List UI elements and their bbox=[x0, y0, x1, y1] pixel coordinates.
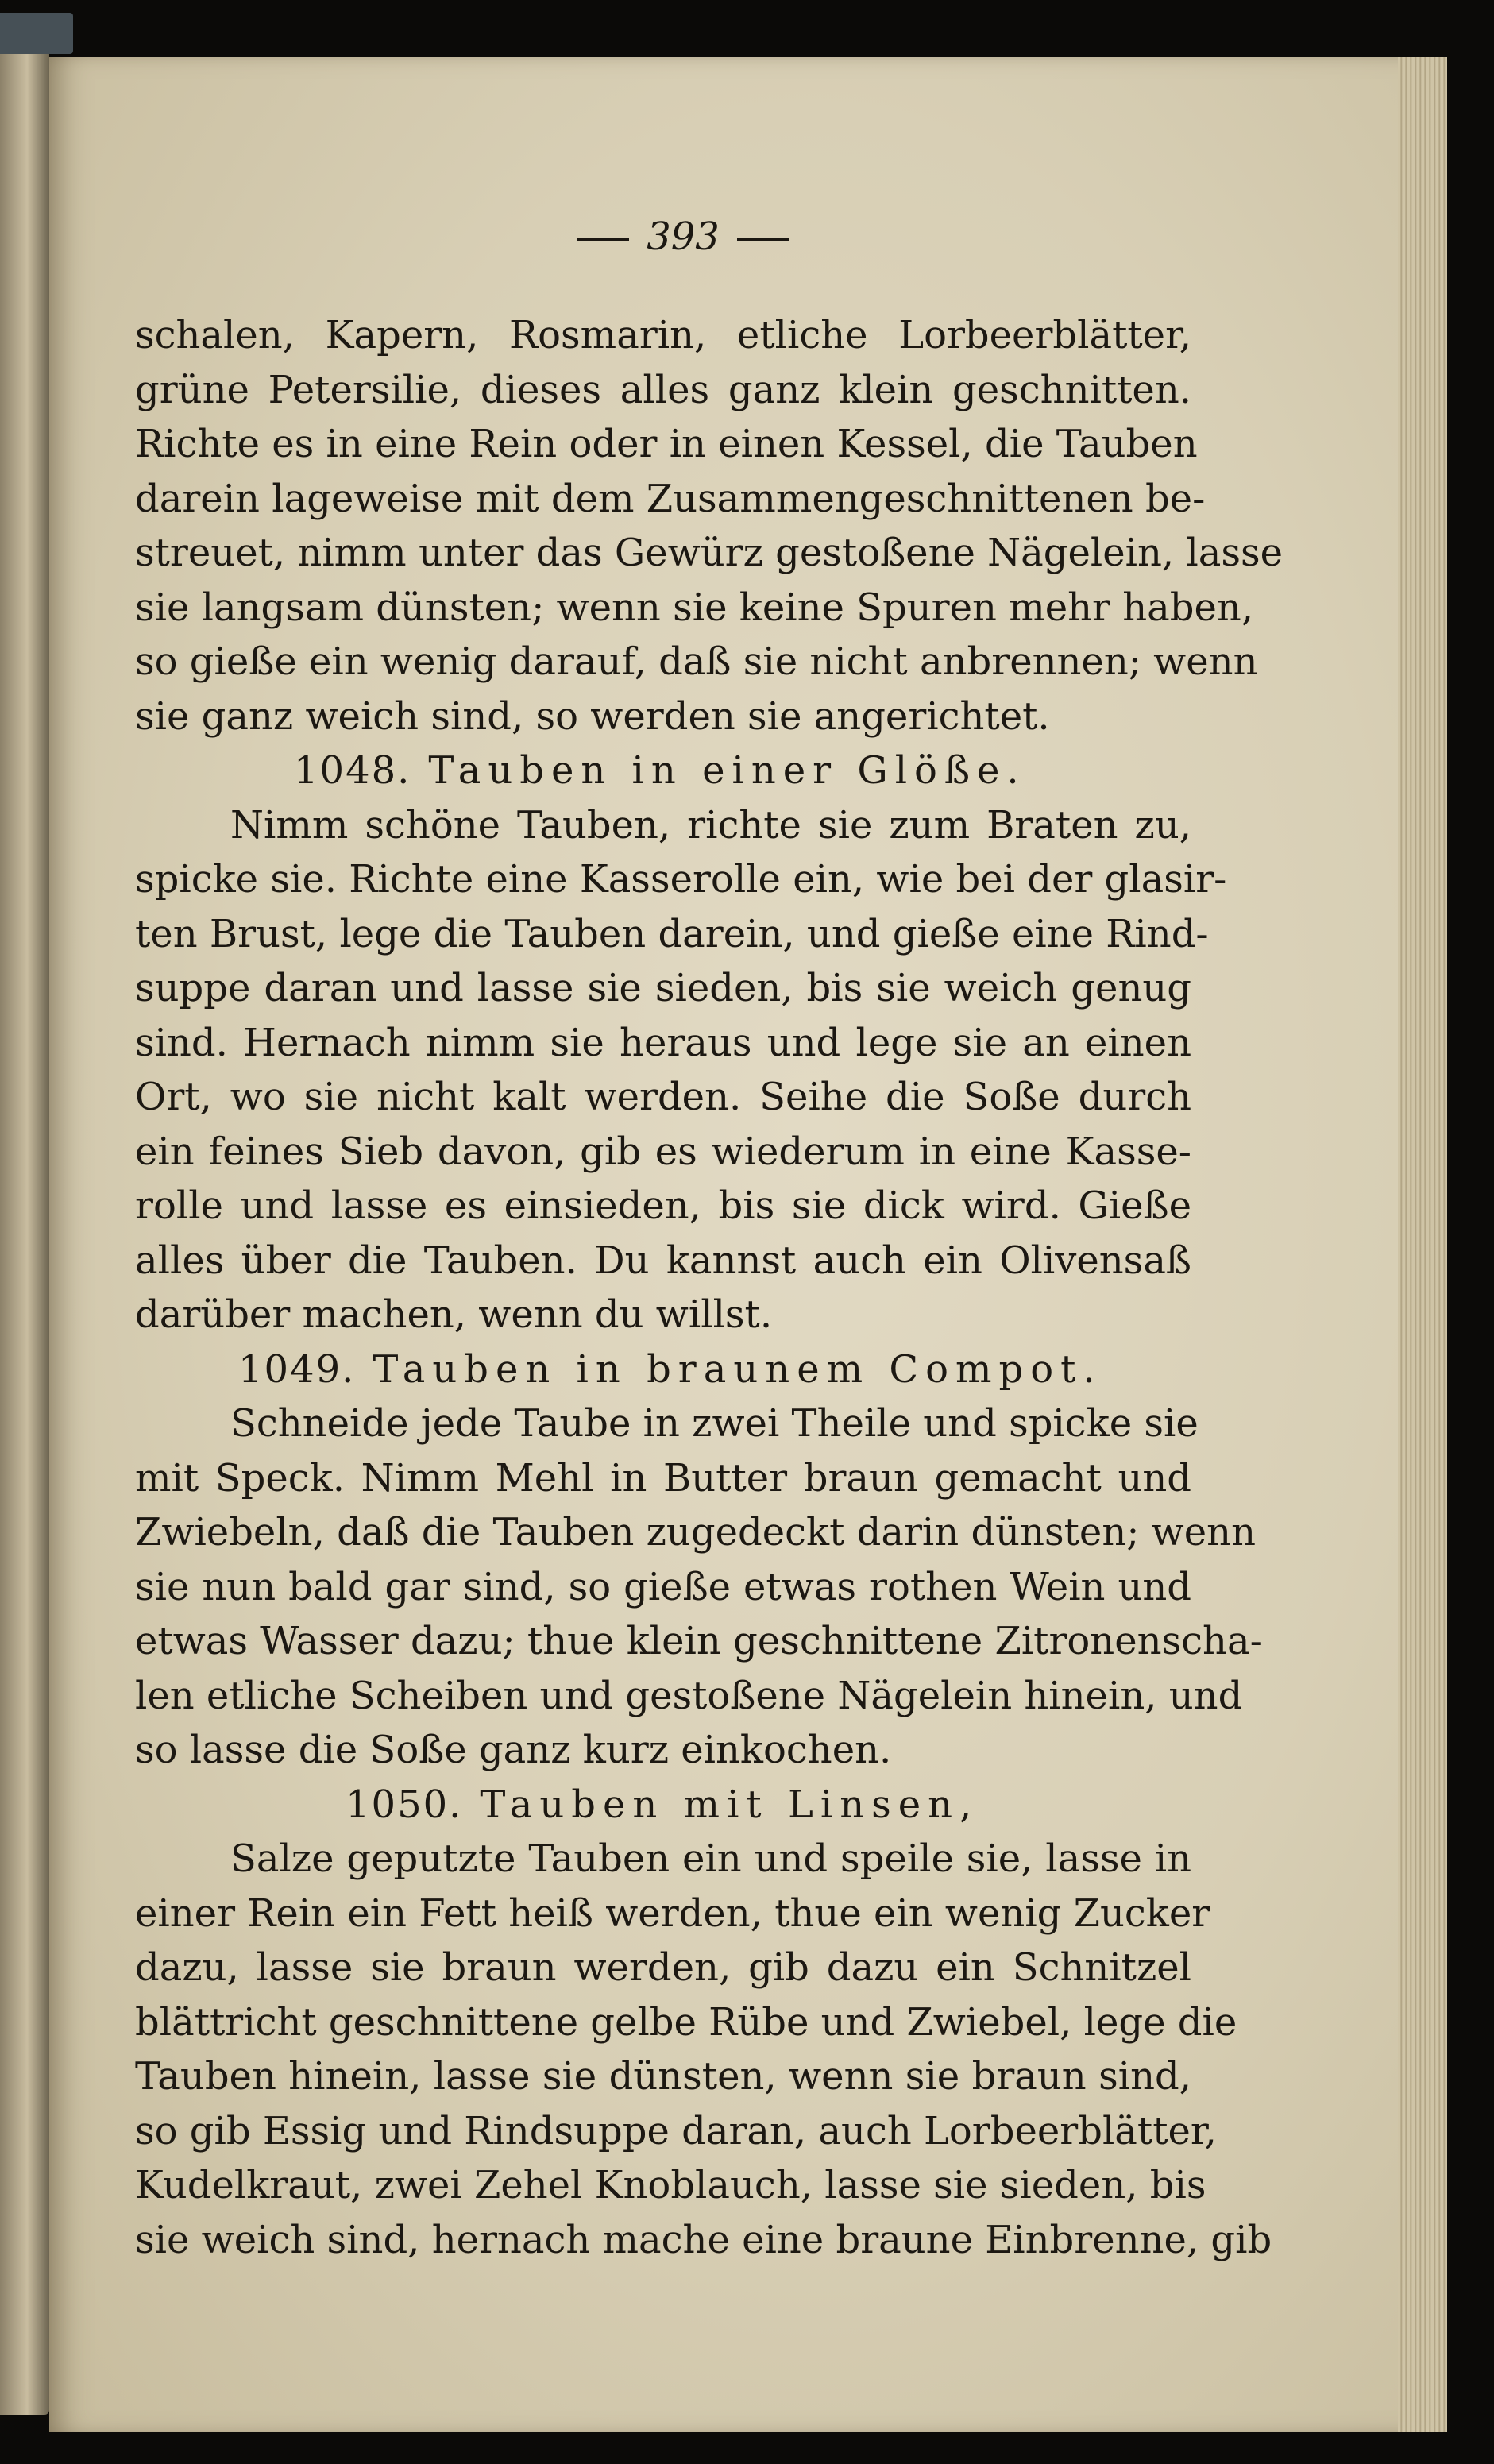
text-line: so gib Essig und Rindsuppe daran, auch Lorbeerblätter, bbox=[135, 2108, 1217, 2153]
text-line: blättricht geschnittene gelbe Rübe und Zwiebel, lege die bbox=[135, 1999, 1237, 2045]
recipe-number: 1050. bbox=[346, 1782, 463, 1827]
text-line: darein lageweise mit dem Zusammengeschnittenen be- bbox=[135, 476, 1206, 521]
text-line: sie langsam dünsten; wenn sie keine Spuren mehr haben, bbox=[135, 585, 1254, 630]
text-line: ten Brust, lege die Tauben darein, und gieße eine Rind- bbox=[135, 911, 1209, 956]
recipe-number: 1048. bbox=[294, 748, 411, 793]
header-dash-left bbox=[577, 238, 629, 241]
text-line: Ort, wo sie nicht kalt werden. Seihe die Soße durch bbox=[135, 1075, 1191, 1119]
text-line: darüber machen, wenn du willst. bbox=[135, 1292, 773, 1337]
text-line: so gieße ein wenig darauf, daß sie nicht anbrennen; wenn bbox=[135, 639, 1258, 684]
text-line: Kudelkraut, zwei Zehel Knoblauch, lasse sie sieden, bis bbox=[135, 2163, 1206, 2207]
text-line: sie weich sind, hernach mache eine braune Einbrenne, gib bbox=[135, 2217, 1272, 2262]
text-line: mit Speck. Nimm Mehl in Butter braun gemacht und bbox=[135, 1455, 1191, 1500]
text-line: Nimm schöne Tauben, richte sie zum Braten zu, bbox=[230, 802, 1191, 848]
text-line: Tauben hinein, lasse sie dünsten, wenn sie braun sind, bbox=[135, 2054, 1191, 2099]
recipe-title: Tauben in braunem Compot. bbox=[373, 1346, 1102, 1392]
text-line: Richte es in eine Rein oder in einen Kessel, die Tauben bbox=[135, 422, 1198, 466]
text-line: len etliche Scheiben und gestoßene Nägelein hinein, und bbox=[135, 1673, 1243, 1718]
text-line: alles über die Tauben. Du kannst auch ein Olivensaß bbox=[135, 1238, 1191, 1283]
page-text bbox=[135, 308, 1284, 2267]
text-line: sie ganz weich sind, so werden sie angerichtet. bbox=[135, 693, 1050, 739]
recipe-heading bbox=[135, 1342, 1191, 1397]
text-line: Salze geputzte Tauben ein und speile sie, lasse in bbox=[230, 1836, 1191, 1881]
recipe-heading bbox=[135, 1778, 1191, 1833]
text-line: so lasse die Soße ganz kurz einkochen. bbox=[135, 1728, 892, 1772]
text-line: suppe daran und lasse sie sieden, bis sie weich genug bbox=[135, 966, 1191, 1010]
text-line: etwas Wasser dazu; thue klein geschnittene Zitronenscha- bbox=[135, 1619, 1263, 1663]
text-line: Schneide jede Taube in zwei Theile und spicke sie bbox=[230, 1401, 1199, 1446]
text-line: rolle und lasse es einsieden, bis sie dick wird. Gieße bbox=[135, 1184, 1191, 1228]
text-line: streuet, nimm unter das Gewürz gestoßene Nägelein, lasse bbox=[135, 531, 1284, 575]
recipe-number: 1049. bbox=[238, 1346, 356, 1392]
left-page-edge bbox=[0, 48, 49, 2415]
text-line: Zwiebeln, daß die Tauben zugedeckt darin dünsten; wenn bbox=[135, 1510, 1256, 1554]
text-line: ein feines Sieb davon, gib es wiederum in eine Kasse- bbox=[135, 1129, 1191, 1174]
text-line: sie nun bald gar sind, so gieße etwas rothen Wein und bbox=[135, 1564, 1191, 1609]
header-dash-right bbox=[737, 238, 789, 241]
bookmark-tab bbox=[0, 13, 73, 54]
text-line: spicke sie. Richte eine Kasserolle ein, wie bei der glasir- bbox=[135, 857, 1227, 902]
text-line: einer Rein ein Fett heiß werden, thue ein wenig Zucker bbox=[135, 1890, 1210, 1936]
recipe-title: Tauben mit Linsen, bbox=[480, 1782, 979, 1827]
text-line: dazu, lasse sie braun werden, gib dazu ein Schnitzel bbox=[135, 1945, 1191, 1990]
text-line: schalen, Kapern, Rosmarin, etliche Lorbeerblätter, bbox=[135, 313, 1191, 357]
recipe-heading bbox=[135, 743, 1191, 798]
recipe-title: Tauben in einer Glöße. bbox=[428, 748, 1026, 793]
text-line: sind. Hernach nimm sie heraus und lege sie an einen bbox=[135, 1020, 1191, 1065]
text-line: grüne Petersilie, dieses alles ganz klein geschnitten. bbox=[135, 367, 1191, 412]
page-edges bbox=[1398, 57, 1447, 2432]
page-header bbox=[516, 214, 850, 259]
page-number: 393 bbox=[647, 214, 720, 259]
